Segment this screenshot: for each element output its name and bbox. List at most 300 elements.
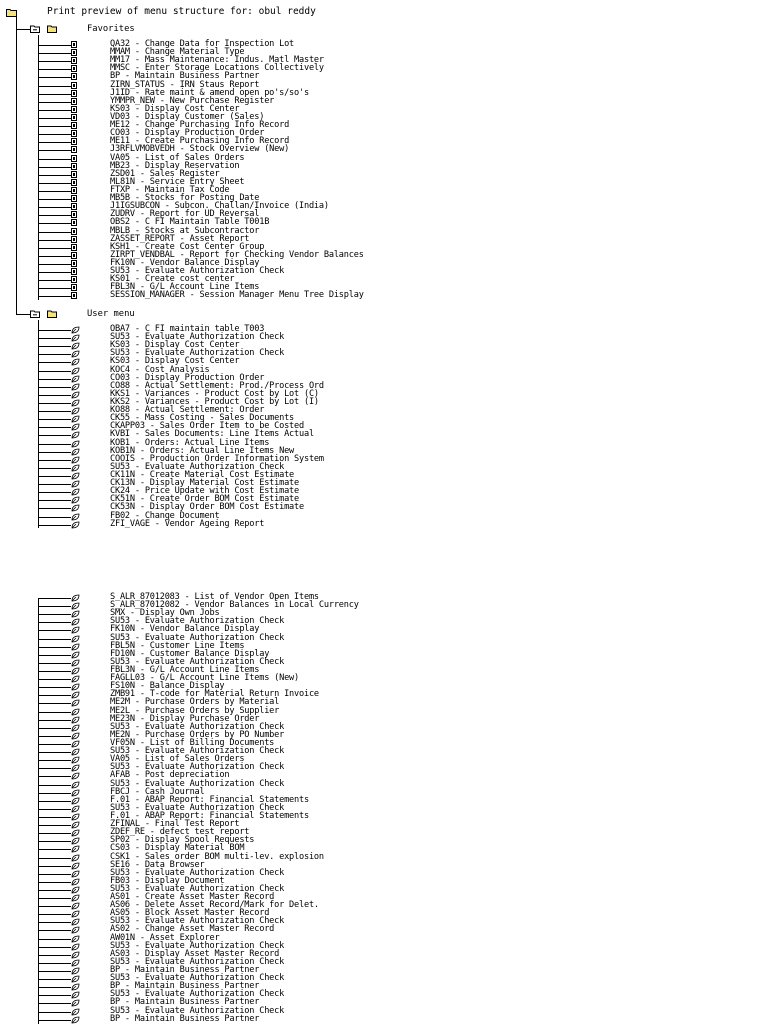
menu-item-label: S_ALR_87012082 - Vendor Balances in Local Currency <box>110 600 359 611</box>
transaction-icon <box>71 106 77 113</box>
menu-item-label: MM17 - Mass Maintenance: Indus. Matl Master <box>110 55 324 66</box>
tree-branch <box>38 150 71 151</box>
tree-branch <box>38 492 71 493</box>
leaf-node-icon <box>71 845 80 853</box>
transaction-icon <box>71 82 77 89</box>
menu-item-label: ZDEF_RE - defect test report <box>110 827 250 838</box>
transaction-icon <box>71 244 77 251</box>
leaf-node-icon <box>71 983 80 991</box>
leaf-node-icon <box>71 781 80 789</box>
menu-item-label: FTXP - Maintain Tax Code <box>110 184 230 195</box>
menu-item-label: SU53 - Evaluate Authorization Check <box>110 656 285 667</box>
tree-branch <box>38 866 71 867</box>
menu-item-label: ZIRPT_VENDBAL - Report for Checking Vendor Balances <box>110 249 364 260</box>
menu-item-label: SU53 - Evaluate Authorization Check <box>110 461 285 472</box>
menu-item-label: CO88 - Actual Settlement: Prod./Process Ord <box>110 380 324 391</box>
transaction-icon <box>71 171 77 178</box>
tree-branch <box>38 476 71 477</box>
menu-item-label: KVBI - Sales Documents: Line Items Actual <box>110 429 314 440</box>
menu-item-label: ME12 - Change Purchasing Info Record <box>110 120 290 131</box>
leaf-node-icon <box>71 951 80 959</box>
menu-item-label: FS10N - Balance Display <box>110 681 225 692</box>
leaf-node-icon <box>71 821 80 829</box>
transaction-icon <box>71 179 77 186</box>
menu-item-label: AS05 - Block Asset Master Record <box>110 908 270 919</box>
transaction-icon <box>71 163 77 170</box>
tree-branch <box>38 362 71 363</box>
tree-branch <box>38 987 71 988</box>
tree-branch <box>38 411 71 412</box>
leaf-node-icon <box>71 618 80 626</box>
menu-item-label: CS03 - Display Material BOM <box>110 843 245 854</box>
tree-branch <box>38 167 71 168</box>
tree-branch <box>38 752 71 753</box>
tree-branch <box>38 655 71 656</box>
leaf-node-icon <box>71 1016 80 1024</box>
menu-item-label: MMSC - Enter Storage Locations Collectively <box>110 63 324 74</box>
tree-branch <box>38 760 71 761</box>
folder-icon <box>47 25 57 33</box>
menu-item-label: YMMPR_NEW - New Purchase Register <box>110 95 275 106</box>
leaf-node-icon <box>71 521 80 529</box>
menu-item-label: MBLB - Stocks at Subcontractor <box>110 225 260 236</box>
menu-item-label: SU53 - Evaluate Authorization Check <box>110 762 285 773</box>
menu-item-label: AFAB - Post depreciation <box>110 770 230 781</box>
tree-branch <box>38 1020 71 1021</box>
transaction-icon <box>71 90 77 97</box>
menu-item-label: CK51N - Create Order BOM Cost Estimate <box>110 494 300 505</box>
tree-branch <box>38 468 71 469</box>
leaf-node-icon <box>71 464 80 472</box>
tree-branch <box>38 240 71 241</box>
tree-branch <box>38 930 71 931</box>
leaf-node-icon <box>71 496 80 504</box>
tree-branch <box>38 215 71 216</box>
leaf-node-icon <box>71 740 80 748</box>
menu-item-label: SU53 - Evaluate Authorization Check <box>110 867 285 878</box>
tree-branch <box>38 69 71 70</box>
tree-branch <box>38 517 71 518</box>
tree-branch <box>38 452 71 453</box>
transaction-icon <box>71 203 77 210</box>
leaf-node-icon <box>71 699 80 707</box>
leaf-node-icon <box>71 959 80 967</box>
tree-branch <box>38 825 71 826</box>
leaf-node-icon <box>71 967 80 975</box>
tree-branch <box>38 126 71 127</box>
menu-item-label: SU53 - Evaluate Authorization Check <box>110 956 285 967</box>
menu-item-label: SU53 - Evaluate Authorization Check <box>110 778 285 789</box>
tree-branch <box>38 484 71 485</box>
transaction-icon <box>71 49 77 56</box>
menu-item-label: KOB1N - Orders: Actual Line Items New <box>110 445 295 456</box>
menu-item[interactable] <box>0 518 768 529</box>
tree-branch <box>38 435 71 436</box>
menu-item-label: F.01 - ABAP Report: Financial Statements <box>110 810 309 821</box>
menu-item-label: FBL5N - Customer Line Items <box>110 640 245 651</box>
leaf-node-icon <box>71 602 80 610</box>
tree-branch <box>38 508 71 509</box>
tree-branch <box>38 720 71 721</box>
collapse-toggle-icon[interactable] <box>30 25 40 33</box>
transaction-icon <box>71 146 77 153</box>
transaction-icon <box>71 138 77 145</box>
menu-item-label: SESSION_MANAGER - Session Manager Menu Tree Display <box>110 290 364 301</box>
leaf-node-icon <box>71 756 80 764</box>
menu-item-label: FK10N - Vendor Balance Display <box>110 257 260 268</box>
tree-branch <box>38 809 71 810</box>
menu-item-label: ZFINAL - Final Test Report <box>110 819 240 830</box>
menu-item-label: SU53 - Evaluate Authorization Check <box>110 916 285 927</box>
tree-branch <box>38 906 71 907</box>
menu-item-label: VD03 - Display Customer (Sales) <box>110 111 265 122</box>
tree-branch <box>38 995 71 996</box>
menu-item-label: SMX - Display Own Jobs <box>110 608 220 619</box>
menu-item[interactable] <box>0 292 768 300</box>
leaf-node-icon <box>71 350 80 358</box>
tree-branch <box>38 898 71 899</box>
menu-item[interactable] <box>0 1013 768 1024</box>
menu-item-label: ME2M - Purchase Orders by Material <box>110 697 280 708</box>
leaf-node-icon <box>71 910 80 918</box>
menu-item-label: AS02 - Change Asset Master Record <box>110 924 275 935</box>
transaction-icon <box>71 155 77 162</box>
tree-branch <box>38 77 71 78</box>
menu-item-label: SU53 - Evaluate Authorization Check <box>110 883 285 894</box>
menu-item-label: CO03 - Display Production Order <box>110 128 265 139</box>
leaf-node-icon <box>71 334 80 342</box>
menu-item-label: CK13N - Display Material Cost Estimate <box>110 478 300 489</box>
menu-item-label: VF05N - List of Billing Documents <box>110 737 275 748</box>
transaction-icon <box>71 284 77 291</box>
folder-icon <box>47 310 57 318</box>
leaf-node-icon <box>71 407 80 415</box>
tree-branch <box>38 695 71 696</box>
leaf-node-icon <box>71 513 80 521</box>
transaction-icon <box>71 292 77 299</box>
tree-branch <box>38 736 71 737</box>
leaf-node-icon <box>71 594 80 602</box>
menu-item-label: OBA7 - C FI maintain table T003 <box>110 324 265 334</box>
transaction-icon <box>71 252 77 259</box>
menu-item-label: SU53 - Evaluate Authorization Check <box>110 802 285 813</box>
leaf-node-icon <box>71 829 80 837</box>
menu-item-label: S_ALR_87012083 - List of Vendor Open Items <box>110 592 319 602</box>
menu-item-label: CK55 - Mass Costing - Sales Documents <box>110 413 295 424</box>
tree-branch <box>38 330 71 331</box>
tree-branch <box>38 142 71 143</box>
tree-branch <box>38 606 71 607</box>
leaf-node-icon <box>71 894 80 902</box>
tree-branch <box>38 671 71 672</box>
tree-branch <box>38 346 71 347</box>
tree-branch <box>38 622 71 623</box>
tree-branch <box>38 963 71 964</box>
leaf-node-icon <box>71 415 80 423</box>
transaction-icon <box>71 57 77 64</box>
menu-item-label: AS01 - Create Asset Master Record <box>110 892 275 903</box>
tree-branch <box>38 338 71 339</box>
tree-branch <box>38 191 71 192</box>
tree-branch <box>38 817 71 818</box>
collapse-toggle-icon[interactable] <box>30 310 40 318</box>
tree-branch <box>38 979 71 980</box>
tree-branch <box>38 663 71 664</box>
folder-favorites[interactable] <box>0 23 300 35</box>
tree-branch <box>38 614 71 615</box>
menu-item-label: KS03 - Display Cost Center <box>110 340 240 351</box>
tree-branch <box>38 102 71 103</box>
tree-branch <box>16 314 30 315</box>
menu-item-label: FBCJ - Cash Journal <box>110 786 205 797</box>
menu-item-label: FBL3N - G/L Account Line Items <box>110 664 260 675</box>
menu-item-label: SU53 - Evaluate Authorization Check <box>110 1005 285 1016</box>
tree-branch <box>38 971 71 972</box>
leaf-node-icon <box>71 448 80 456</box>
transaction-icon <box>71 276 77 283</box>
transaction-icon <box>71 268 77 275</box>
leaf-node-icon <box>71 716 80 724</box>
menu-item-label: FK10N - Vendor Balance Display <box>110 624 260 635</box>
menu-item-label: SU53 - Evaluate Authorization Check <box>110 616 285 627</box>
leaf-node-icon <box>71 708 80 716</box>
leaf-node-icon <box>71 935 80 943</box>
tree-branch <box>38 183 71 184</box>
menu-item-label: SU53 - Evaluate Authorization Check <box>110 746 285 757</box>
tree-branch <box>38 272 71 273</box>
tree-branch <box>38 785 71 786</box>
transaction-icon <box>71 114 77 121</box>
tree-branch <box>38 94 71 95</box>
tree-branch <box>38 841 71 842</box>
menu-item-label: ME23N - Display Purchase Order <box>110 713 260 724</box>
leaf-node-icon <box>71 805 80 813</box>
menu-item-label: ZMB91 - T-code for Material Return Invoice <box>110 689 319 700</box>
menu-item-label: KOC4 - Cost Analysis <box>110 364 210 375</box>
tree-branch <box>16 29 30 30</box>
menu-item-label: ZUDRV - Report for UD Reversal <box>110 209 260 220</box>
leaf-node-icon <box>71 732 80 740</box>
menu-item-label: CSK1 - Sales order BOM multi-lev. explosion <box>110 851 324 862</box>
leaf-node-icon <box>71 837 80 845</box>
tree-branch <box>38 86 71 87</box>
menu-item-label: ME2L - Purchase Orders by Supplier <box>110 705 280 716</box>
transaction-icon <box>71 219 77 226</box>
menu-item-label: COOIS - Production Order Information System <box>110 453 324 464</box>
leaf-node-icon <box>71 862 80 870</box>
menu-item-label: BP - Maintain Business Partner <box>110 71 260 82</box>
tree-branch <box>38 793 71 794</box>
menu-item-label: ZIRN_STATUS - IRN Staus Report <box>110 79 260 90</box>
tree-branch <box>38 296 71 297</box>
menu-item-label: AW01N - Asset Explorer <box>110 932 220 943</box>
leaf-node-icon <box>71 440 80 448</box>
leaf-node-icon <box>71 854 80 862</box>
menu-item-label: CK11N - Create Material Cost Estimate <box>110 469 295 480</box>
leaf-node-icon <box>71 991 80 999</box>
leaf-node-icon <box>71 651 80 659</box>
leaf-node-icon <box>71 367 80 375</box>
transaction-icon <box>71 73 77 80</box>
tree-branch <box>38 134 71 135</box>
menu-item-label: J3RFLVMOBVEDH - Stock Overview (New) <box>110 144 290 155</box>
leaf-node-icon <box>71 878 80 886</box>
tree-branch <box>38 248 71 249</box>
menu-item-label: FBL3N - G/L Account Line Items <box>110 282 260 293</box>
tree-branch <box>38 647 71 648</box>
menu-item-label: CKAPP03 - Sales Order Item to be Costed <box>110 421 304 432</box>
leaf-node-icon <box>71 691 80 699</box>
menu-item-label: QA32 - Change Data for Inspection Lot <box>110 39 295 49</box>
menu-item-label: AS03 - Display Asset Master Record <box>110 948 280 959</box>
tree-branch <box>38 768 71 769</box>
transaction-icon <box>71 41 77 48</box>
leaf-node-icon <box>71 472 80 480</box>
tree-branch <box>38 419 71 420</box>
menu-item-label: SU53 - Evaluate Authorization Check <box>110 989 285 1000</box>
transaction-icon <box>71 130 77 137</box>
leaf-node-icon <box>71 423 80 431</box>
open-folder-icon[interactable] <box>6 8 17 17</box>
menu-item-label: VA05 - List of Sales Orders <box>110 152 245 163</box>
leaf-node-icon <box>71 813 80 821</box>
menu-item-label: FB02 - Change Document <box>110 510 220 521</box>
menu-item-label: ZSD01 - Sales Register <box>110 168 220 179</box>
menu-item-label: KO88 - Actual Settlement: Order <box>110 405 265 416</box>
menu-item-label: FD10N - Customer Balance Display <box>110 648 270 659</box>
tree-branch <box>38 598 71 599</box>
tree-branch <box>38 914 71 915</box>
menu-item-label: MB23 - Display Reservation <box>110 160 240 171</box>
tree-branch <box>38 500 71 501</box>
tree-branch <box>38 175 71 176</box>
folder-user-menu[interactable] <box>0 308 300 320</box>
menu-item-label: BP - Maintain Business Partner <box>110 981 260 992</box>
tree-branch <box>38 639 71 640</box>
tree-branch <box>38 280 71 281</box>
leaf-node-icon <box>71 659 80 667</box>
tree-branch <box>38 630 71 631</box>
leaf-node-icon <box>71 431 80 439</box>
transaction-icon <box>71 211 77 218</box>
menu-item-label: FAGLL03 - G/L Account Line Items (New) <box>110 673 300 684</box>
leaf-node-icon <box>71 1008 80 1016</box>
tree-branch <box>38 744 71 745</box>
menu-item-label: ZASSET_REPORT - Asset Report <box>110 233 250 244</box>
menu-item-label: KOB1 - Orders: Actual Line Items <box>110 437 270 448</box>
menu-item-label: J1ID - Rate maint & amend open po's/so's <box>110 87 309 98</box>
menu-item-label: KS03 - Display Cost Center <box>110 103 240 114</box>
tree-branch <box>38 833 71 834</box>
transaction-icon <box>71 98 77 105</box>
tree-branch <box>38 712 71 713</box>
menu-item-label: ZFI_VAGE - Vendor Ageing Report <box>110 518 265 529</box>
menu-item-label: KS03 - Display Cost Center <box>110 356 240 367</box>
tree-branch <box>38 776 71 777</box>
tree-branch <box>38 118 71 119</box>
menu-item-label: BP - Maintain Business Partner <box>110 965 260 976</box>
tree-branch <box>38 427 71 428</box>
menu-item-label: OBS2 - C FI Maintain Table T001B <box>110 217 270 228</box>
menu-item-label: F.01 - ABAP Report: Financial Statements <box>110 794 309 805</box>
tree-branch <box>38 354 71 355</box>
tree-branch <box>38 288 71 289</box>
leaf-node-icon <box>71 610 80 618</box>
transaction-icon <box>71 228 77 235</box>
menu-item-label: SU53 - Evaluate Authorization Check <box>110 973 285 984</box>
leaf-node-icon <box>71 918 80 926</box>
menu-item-label: VA05 - List of Sales Orders <box>110 754 245 765</box>
menu-item-label: SU53 - Evaluate Authorization Check <box>110 332 285 343</box>
menu-item-label: AS06 - Delete Asset Record/Mark for Delet. <box>110 900 319 911</box>
user-menu-list <box>0 326 768 529</box>
menu-item-label: ML81N - Service Entry Sheet <box>110 176 245 187</box>
tree-branch <box>38 939 71 940</box>
menu-item-label: SU53 - Evaluate Authorization Check <box>110 348 285 359</box>
leaf-node-icon <box>71 626 80 634</box>
leaf-node-icon <box>71 635 80 643</box>
tree-branch <box>38 371 71 372</box>
leaf-node-icon <box>71 643 80 651</box>
menu-item-label: SU53 - Evaluate Authorization Check <box>110 632 285 643</box>
leaf-node-icon <box>71 748 80 756</box>
leaf-node-icon <box>71 772 80 780</box>
leaf-node-icon <box>71 886 80 894</box>
menu-item-label: BP - Maintain Business Partner <box>110 997 260 1008</box>
leaf-node-icon <box>71 724 80 732</box>
transaction-icon <box>71 195 77 202</box>
page-title: Print preview of menu structure for: obul reddy <box>47 6 316 17</box>
leaf-node-icon <box>71 326 80 334</box>
tree-branch <box>38 61 71 62</box>
tree-branch <box>38 955 71 956</box>
tree-branch <box>38 207 71 208</box>
tree-branch <box>38 223 71 224</box>
tree-branch <box>38 1003 71 1004</box>
leaf-node-icon <box>71 999 80 1007</box>
tree-branch <box>38 387 71 388</box>
tree-branch <box>38 947 71 948</box>
tree-branch <box>38 687 71 688</box>
tree-branch <box>38 728 71 729</box>
tree-branch <box>38 858 71 859</box>
leaf-node-icon <box>71 383 80 391</box>
leaf-node-icon <box>71 375 80 383</box>
tree-branch <box>38 679 71 680</box>
favorites-list <box>0 41 768 301</box>
tree-branch <box>38 849 71 850</box>
menu-item-label: ME2N - Purchase Orders by PO Number <box>110 729 285 740</box>
tree-branch <box>38 874 71 875</box>
menu-item-label: CK53N - Display Order BOM Cost Estimate <box>110 502 304 513</box>
tree-branch <box>38 801 71 802</box>
tree-branch <box>38 525 71 526</box>
menu-item-label: KS01 - Create cost center <box>110 274 235 285</box>
leaf-node-icon <box>71 399 80 407</box>
menu-item-label: J1IGSUBCON - Subcon. Challan/Invoice (India) <box>110 201 329 212</box>
tree-branch <box>38 703 71 704</box>
menu-item-label: SU53 - Evaluate Authorization Check <box>110 940 285 951</box>
tree-branch <box>38 379 71 380</box>
leaf-node-icon <box>71 926 80 934</box>
menu-item-label: CO03 - Display Production Order <box>110 372 265 383</box>
leaf-node-icon <box>71 675 80 683</box>
menu-item-label: KKS2 - Variances - Product Cost by Lot (I) <box>110 396 319 407</box>
tree-branch <box>38 460 71 461</box>
leaf-node-icon <box>71 391 80 399</box>
leaf-node-icon <box>71 488 80 496</box>
leaf-node-icon <box>71 870 80 878</box>
